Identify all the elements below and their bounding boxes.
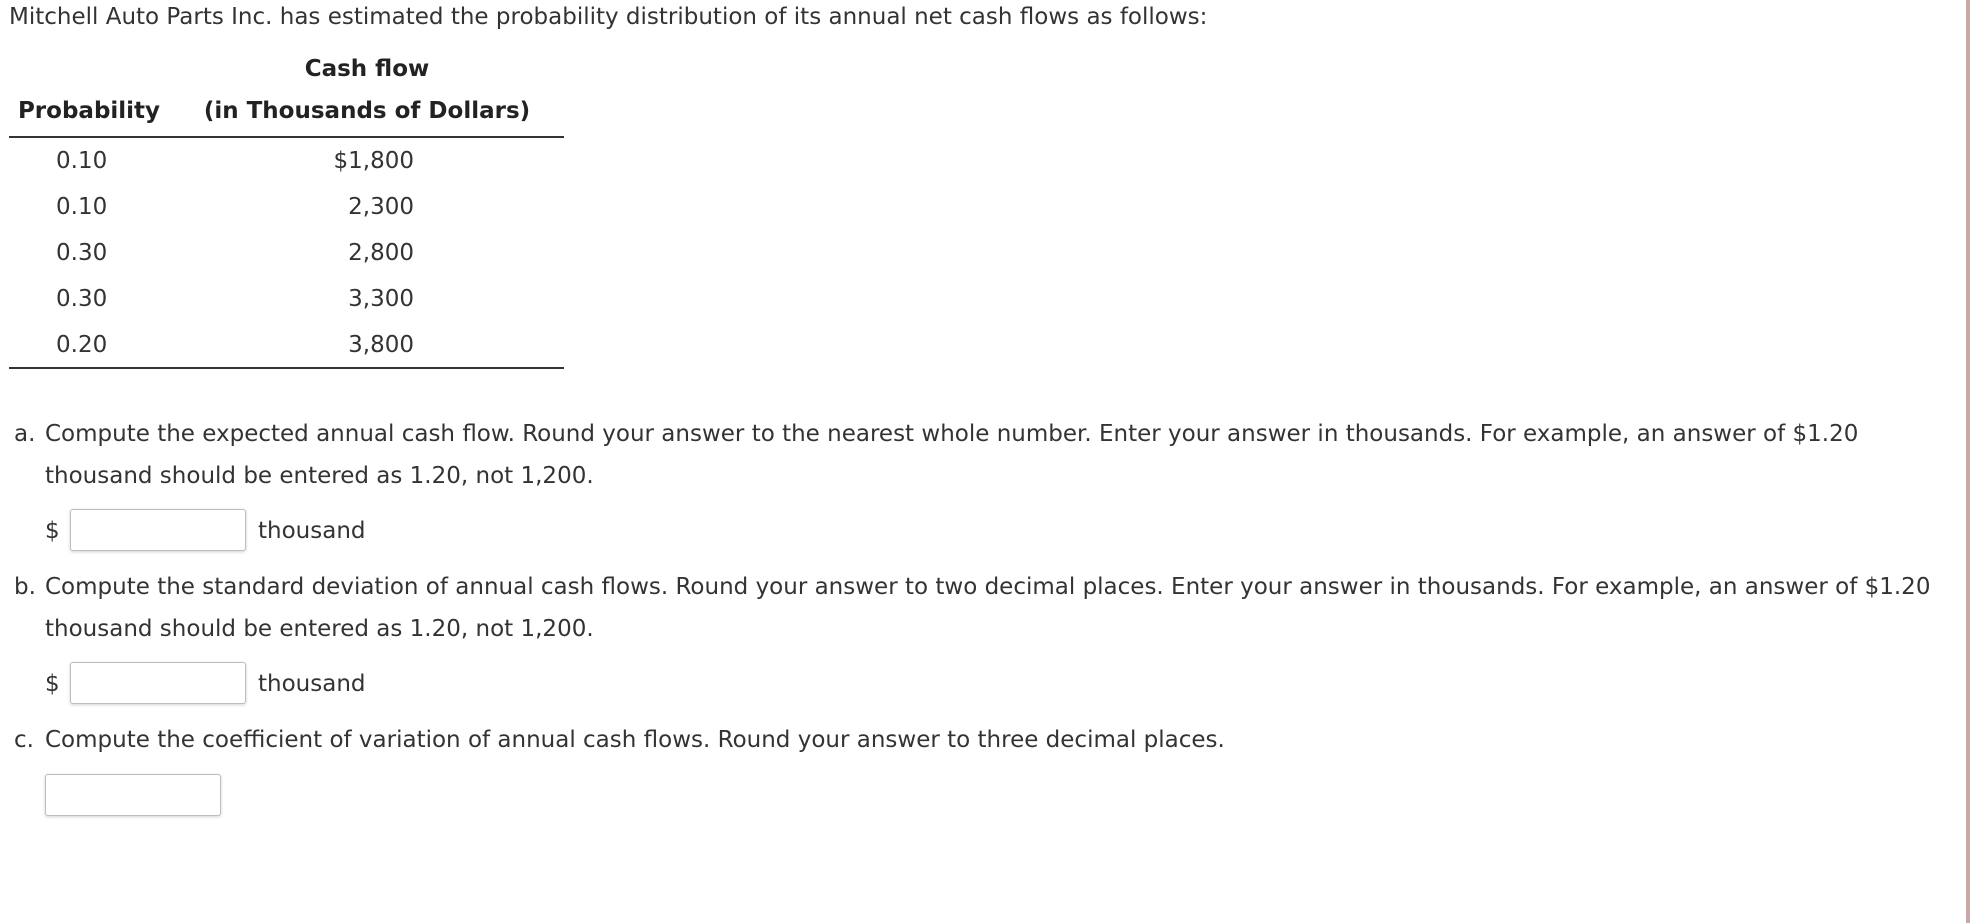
answer-a-unit: thousand (258, 518, 366, 544)
question-b-letter: b. (14, 574, 36, 600)
header-units: (in Thousands of Dollars) (203, 98, 531, 124)
question-a-text: Compute the expected annual cash flow. Round your answer to the nearest whole number. Enter your answer in thousands. For example, an answer of $1.20 thousand should be entered as 1.20, not 1,200. (45, 421, 1859, 489)
page-right-border (1966, 0, 1970, 923)
probability-cell: 0.30 (56, 240, 108, 266)
probability-cell: 0.10 (56, 194, 108, 220)
question-b (14, 566, 1954, 650)
cash-flow-cell: 2,800 (348, 240, 414, 266)
probability-cell: 0.30 (56, 286, 108, 312)
probability-cell: 0.10 (56, 148, 108, 174)
cash-flow-cell: 3,300 (348, 286, 414, 312)
table-bottom-rule (9, 367, 564, 369)
question-c-text: Compute the coefficient of variation of annual cash flows. Round your answer to three decimal places. (45, 727, 1225, 753)
table-row (9, 230, 564, 276)
question-c (14, 719, 1954, 761)
intro-text: Mitchell Auto Parts Inc. has estimated the probability distribution of its annual net cash flows as follows: (9, 4, 1208, 30)
probability-cell: 0.20 (56, 332, 108, 358)
answer-c-input[interactable] (45, 774, 221, 816)
cash-flow-cell: $1,800 (333, 148, 414, 174)
question-c-letter: c. (14, 727, 34, 753)
cash-flow-cell: 3,800 (348, 332, 414, 358)
table-row (9, 184, 564, 230)
header-probability: Probability (17, 98, 161, 124)
question-a (14, 413, 1954, 497)
cash-flow-cell: 2,300 (348, 194, 414, 220)
question-b-text: Compute the standard deviation of annual cash flows. Round your answer to two decimal places. Enter your answer in thousands. For example, an answer of $1.20 thousand should be entered as 1.20, not 1,200. (45, 574, 1931, 642)
question-a-letter: a. (14, 421, 36, 447)
answer-b-unit: thousand (258, 671, 366, 697)
table-row (9, 276, 564, 322)
answer-b-input[interactable] (70, 662, 246, 704)
table-row (9, 322, 564, 368)
answer-a-input[interactable] (70, 509, 246, 551)
answer-b-dollar-sign: $ (45, 671, 60, 697)
table-row (9, 138, 564, 184)
answer-a-dollar-sign: $ (45, 518, 60, 544)
header-cash-flow: Cash flow (304, 56, 430, 82)
